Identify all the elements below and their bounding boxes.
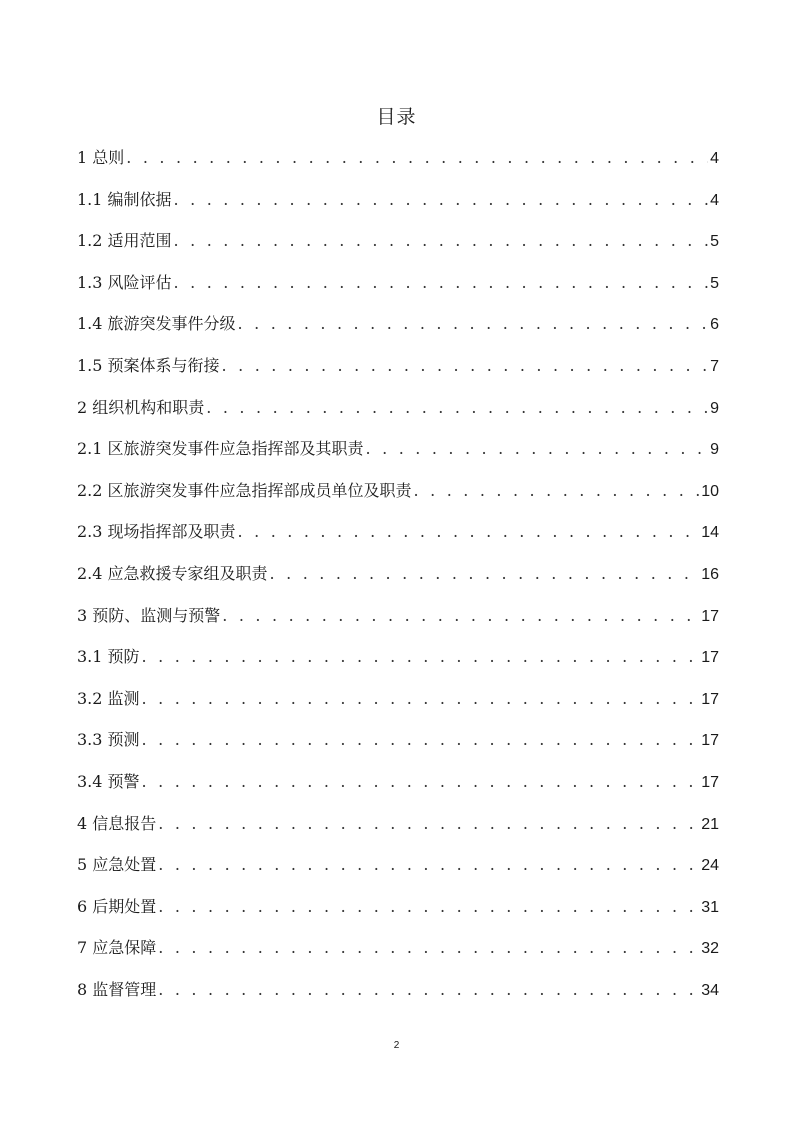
toc-leader-dots [174,227,709,255]
toc-leader-dots [158,851,699,879]
toc-entry-label: 3 预防、监测与预警 [77,605,221,625]
toc-entry-page: 17 [701,732,719,750]
toc-leader-dots [174,186,709,214]
toc-title: 目录 [376,106,417,128]
toc-entry-page: 17 [701,607,719,625]
toc-leader-dots [222,602,699,630]
toc-entry-page: 32 [701,940,719,958]
toc-entry-page: 7 [710,357,719,375]
toc-entry-label: 1.1 编制依据 [77,189,172,209]
toc-entry-label: 2.2 区旅游突发事件应急指挥部成员单位及职责 [77,480,412,500]
toc-leader-dots [238,518,700,546]
toc-leader-dots [142,768,700,796]
toc-entry-page: 17 [701,773,719,791]
toc-entry[interactable] [77,269,719,311]
toc-leader-dots [238,310,709,338]
toc-entry-label: 8 监督管理 [77,979,157,999]
toc-leader-dots [142,685,700,713]
toc-entry[interactable] [77,310,719,352]
toc-leader-dots [158,810,699,838]
toc-entry[interactable] [77,477,719,519]
toc-entry-page: 17 [701,649,719,667]
toc-entry-label: 3.1 预防 [77,647,140,667]
toc-entry[interactable] [77,810,719,852]
toc-entry-label: 1.3 风险评估 [77,272,172,292]
toc-entry-page: 9 [710,399,719,417]
toc-entry-label: 3.3 预测 [77,730,140,750]
toc-list [77,144,719,1017]
toc-entry[interactable] [77,934,719,976]
toc-entry-page: 21 [701,815,719,833]
toc-leader-dots [158,934,699,962]
toc-entry-label: 2.3 现场指挥部及职责 [77,522,236,542]
toc-leader-dots [126,144,708,172]
toc-entry-page: 4 [710,191,719,209]
toc-entry[interactable] [77,602,719,644]
toc-entry[interactable] [77,893,719,935]
toc-entry-page: 34 [701,981,719,999]
toc-entry-label: 7 应急保障 [77,938,157,958]
toc-entry-label: 1.2 适用范围 [77,231,172,251]
toc-entry-label: 1.4 旅游突发事件分级 [77,314,236,334]
toc-leader-dots [206,394,708,422]
toc-entry-page: 31 [701,898,719,916]
toc-entry[interactable] [77,352,719,394]
toc-leader-dots [142,726,700,754]
toc-entry[interactable] [77,768,719,810]
toc-entry[interactable] [77,186,719,228]
toc-entry[interactable] [77,560,719,602]
toc-entry[interactable] [77,643,719,685]
toc-entry-label: 2.4 应急救援专家组及职责 [77,563,268,583]
toc-entry-label: 6 后期处置 [77,896,157,916]
toc-entry-page: 17 [701,690,719,708]
toc-leader-dots [366,435,709,463]
toc-leader-dots [270,560,700,588]
toc-entry[interactable] [77,851,719,893]
toc-entry[interactable] [77,144,719,186]
toc-entry-label: 4 信息报告 [77,813,157,833]
toc-entry[interactable] [77,518,719,560]
toc-leader-dots [142,643,700,671]
toc-leader-dots [414,477,700,505]
toc-entry-page: 10 [701,482,719,500]
toc-entry-label: 1.5 预案体系与衔接 [77,355,220,375]
toc-entry-page: 5 [710,233,719,251]
toc-entry-page: 24 [701,857,719,875]
toc-entry[interactable] [77,685,719,727]
toc-leader-dots [158,893,699,921]
toc-entry-label: 2 组织机构和职责 [77,397,205,417]
page-number: 2 [393,1040,400,1051]
toc-entry-page: 4 [710,150,719,167]
toc-entry[interactable] [77,227,719,269]
toc-entry-page: 5 [710,274,719,292]
toc-entry-page: 6 [710,316,719,334]
toc-entry[interactable] [77,976,719,1018]
toc-leader-dots [174,269,709,297]
toc-entry-page: 9 [710,441,719,459]
toc-entry-label: 3.2 监测 [77,688,140,708]
toc-entry-label: 3.4 预警 [77,771,140,791]
toc-entry-page: 14 [701,524,719,542]
toc-entry[interactable] [77,435,719,477]
toc-leader-dots [222,352,709,380]
toc-entry-page: 16 [701,565,719,583]
toc-entry-label: 2.1 区旅游突发事件应急指挥部及其职责 [77,439,364,459]
toc-leader-dots [158,976,699,1004]
toc-entry-label: 1 总则 [77,148,125,167]
toc-entry-label: 5 应急处置 [77,855,157,875]
toc-entry[interactable] [77,394,719,436]
toc-entry[interactable] [77,726,719,768]
